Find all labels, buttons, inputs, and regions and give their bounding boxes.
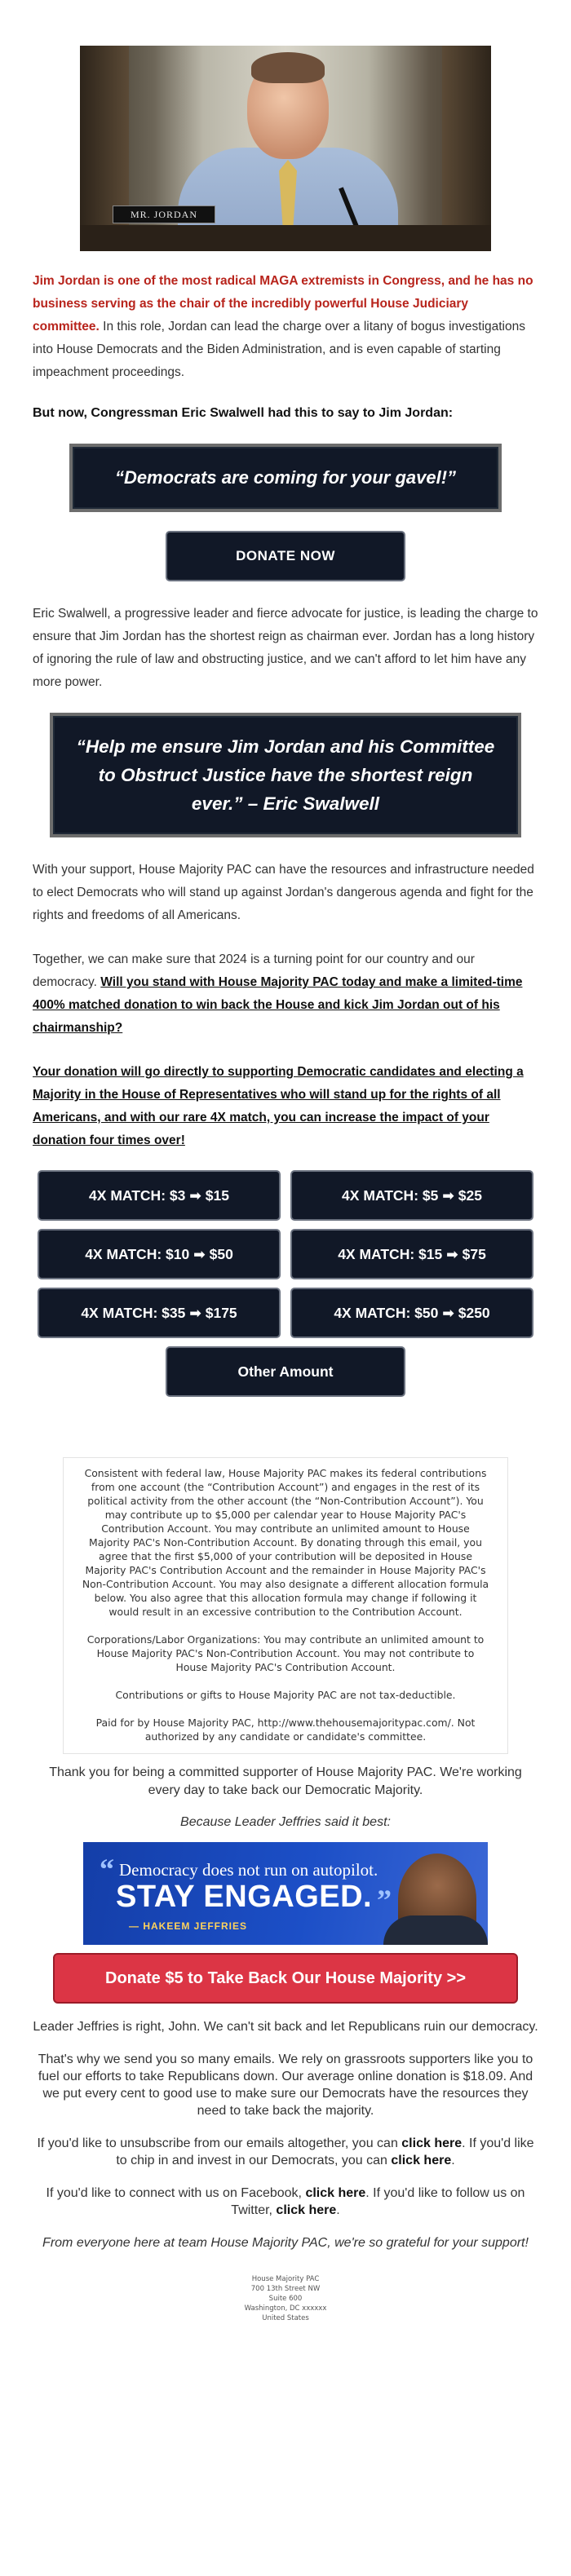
disclaimer-tax: Contributions or gifts to House Majority PAC are not tax-deductible.	[115, 1689, 456, 1701]
twitter-link[interactable]: click here	[276, 2203, 337, 2217]
unsub-text-3: .	[451, 2154, 455, 2167]
match-button-3[interactable]: 4X MATCH: $3 ➡ $15	[38, 1170, 281, 1221]
leader-paragraph: Leader Jeffries is right, John. We can't sit back and let Republicans ruin our democracy.	[33, 2020, 538, 2034]
swalwell-paragraph: Eric Swalwell, a progressive leader and fierce advocate for justice, is leading the charge to ensure that Jim Jordan has the shortest reign as chairman ever. Jordan has a long history of ignoring the rule of law and obstructing justice, and we can't afford to let him have any more power.	[33, 607, 538, 689]
social-text-3: .	[336, 2203, 340, 2217]
nameplate: MR. JORDAN	[113, 205, 215, 223]
open-quote-icon: “	[100, 1853, 114, 1885]
quote-box-shortest-reign: “Help me ensure Jim Jordan and his Committee to Obstruct Justice have the shortest reign ever.” – Eric Swalwell	[50, 713, 521, 837]
support-paragraph: With your support, House Majority PAC can have the resources and infrastructure needed to elect Democrats who will stand up against Jordan's dangerous agenda and fight for the rights and freedoms of all Americans.	[33, 863, 534, 922]
social-paragraph	[33, 2185, 538, 2219]
jeffries-suit	[383, 1915, 488, 1945]
disclaimer-paid-for: Paid for by House Majority PAC, http://www.thehousemajoritypac.com/. Not authorized by any candidate or candidate's committee.	[95, 1717, 476, 1743]
together-paragraph	[33, 948, 538, 1040]
disclaimer-corporations: Corporations/Labor Organizations: You may contribute an unlimited amount to House Majority PAC's Non-Contribution Account. You may not contribute to House Majority PAC's Contribution Account.	[86, 1633, 485, 1673]
jeffries-banner	[83, 1842, 488, 1945]
unsubscribe-link[interactable]: click here	[401, 2136, 463, 2150]
curtain-right	[442, 46, 491, 251]
facebook-link[interactable]: click here	[305, 2186, 366, 2200]
because-line: Because Leader Jeffries said it best:	[180, 1815, 391, 1829]
match-button-50[interactable]: 4X MATCH: $50 ➡ $250	[290, 1288, 533, 1338]
banner-attribution: — HAKEEM JEFFRIES	[129, 1920, 248, 1932]
intro-rest-text: In this role, Jordan can lead the charge over a litany of bogus investigations into House Democrats and the Biden Administration, and is even capable of starting impeachment proceedings.	[33, 320, 525, 379]
legal-disclaimer	[63, 1457, 508, 1754]
unsub-text-2: . If you'd like to chip in and invest in our Democrats, you can	[116, 2136, 534, 2167]
social-text-1: If you'd like to connect with us on Facebook,	[46, 2186, 306, 2200]
close-quote-icon: ”	[377, 1884, 392, 1916]
social-text-2: . If you'd like to follow us on Twitter,	[231, 2186, 525, 2217]
together-plain-text: Together, we can make sure that 2024 is a turning point for our country and our democracy.	[33, 952, 475, 989]
footer-line: Washington, DC xxxxxx	[244, 2304, 327, 2313]
chip-in-link[interactable]: click here	[391, 2154, 452, 2167]
footer-line: United States	[262, 2314, 309, 2322]
intro-paragraph	[33, 270, 538, 384]
match-button-15[interactable]: 4X MATCH: $15 ➡ $75	[290, 1229, 533, 1279]
footer-line: Suite 600	[268, 2295, 303, 2303]
match-button-35[interactable]: 4X MATCH: $35 ➡ $175	[38, 1288, 281, 1338]
photo-desk	[80, 225, 491, 251]
banner-line-1: Democracy does not run on autopilot.	[119, 1860, 378, 1880]
signoff-paragraph: From everyone here at team House Majority PAC, we're so grateful for your support!	[42, 2236, 529, 2250]
match-button-5[interactable]: 4X MATCH: $5 ➡ $25	[290, 1170, 533, 1221]
email-body	[33, 0, 538, 2323]
quote-box-gavel: “Democrats are coming for your gavel!”	[69, 444, 502, 512]
disclaimer-accounts: Consistent with federal law, House Majority PAC makes its federal contributions from one account (the “Contribution Account”) and engages in the rest of its political activity from the other account (the “Non-Contribution Account”). You may contribute up to $5,000 per calendar year to House Majority PAC's Contribution Account. You may contribute an unlimited amount to House Majority PAC's Non-Contribution Account. By donating through this email, you agree that the first $5,000 of your contribution will be deposited in House Majority PAC's Contribution Account and the remainder in House Majority PAC's Non-Contribution Account. You may also designate a different allocation formula below. You also agree that this allocation formula may change if following it would result in an excessive contribution to the Contribution Account.	[82, 1467, 489, 1618]
match-button-grid	[38, 1170, 533, 1338]
footer-line: 700 13th Street NW	[250, 2285, 321, 2293]
hero-photo	[80, 46, 491, 251]
unsubscribe-paragraph	[33, 2135, 538, 2169]
donation-paragraph: Your donation will go directly to supporting Democratic candidates and electing a Majority in the House of Representatives who will stand up for the rights of all Americans, and with our rare 4X match, you can increase the impact of your donation four times over!	[33, 1065, 524, 1147]
thanks-paragraph: Thank you for being a committed supporter of House Majority PAC. We're working every day to take back our Democratic Majority.	[49, 1765, 522, 1797]
photo-hair	[251, 52, 325, 83]
donate-5-button[interactable]: Donate $5 to Take Back Our House Majority >>	[53, 1953, 518, 2004]
footer-line: House Majority PAC	[251, 2275, 320, 2283]
intro-red-text: Jim Jordan is one of the most radical MAGA extremists in Congress, and he has no business serving as the chair of the incredibly powerful House Judiciary committee.	[33, 274, 533, 334]
unsub-text-1: If you'd like to unsubscribe from our emails altogether, you can	[37, 2136, 402, 2150]
donate-now-button[interactable]: DONATE NOW	[166, 531, 405, 581]
banner-line-2: STAY ENGAGED.	[116, 1880, 373, 1914]
emails-paragraph: That's why we send you so many emails. We rely on grassroots supporters like you to fuel our efforts to take Republicans down. Our average online donation is $18.09. And we put every cent to good use to make sure our Democrats have the resources they need to take back the majority.	[38, 2052, 533, 2118]
swalwell-line: But now, Congressman Eric Swalwell had this to say to Jim Jordan:	[33, 406, 454, 420]
together-bold-text: Will you stand with House Majority PAC today and make a limited-time 400% matched donation to win back the House and kick Jim Jordan out of his chairmanship?	[33, 975, 523, 1035]
footer-address	[33, 2274, 538, 2323]
other-amount-button[interactable]: Other Amount	[166, 1346, 405, 1397]
match-button-10[interactable]: 4X MATCH: $10 ➡ $50	[38, 1229, 281, 1279]
